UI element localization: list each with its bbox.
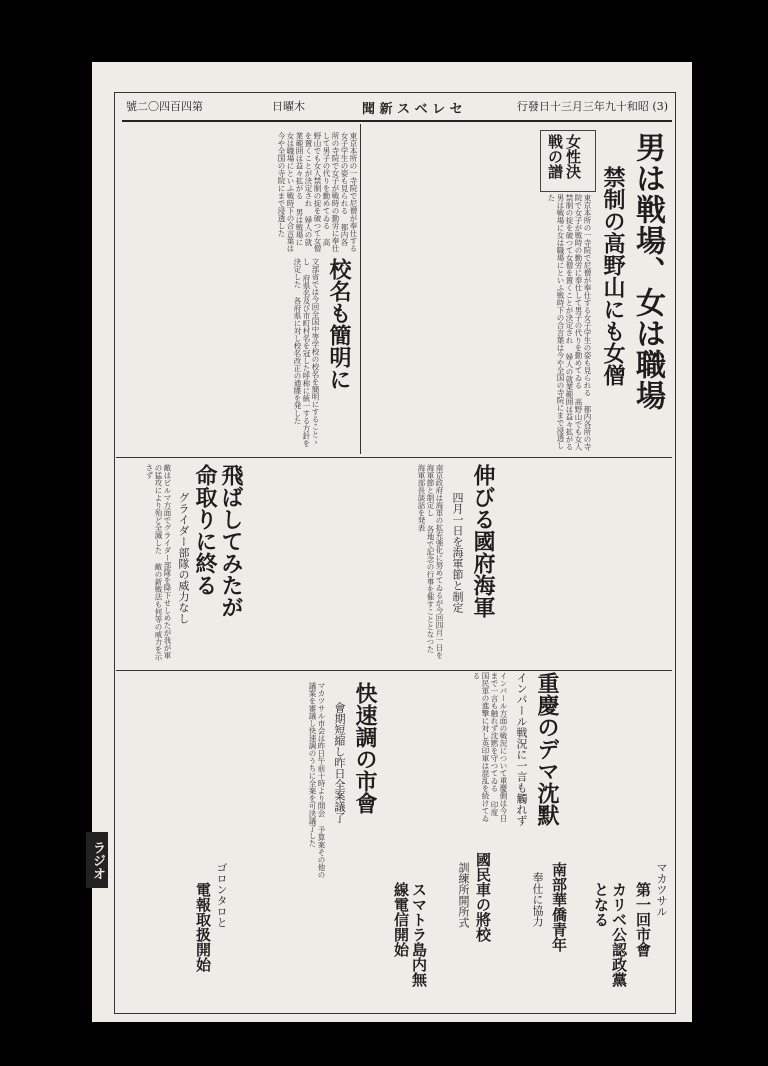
article-headline-gorontalo: 電報取扱開始 [194, 882, 212, 972]
article-headline-kakyou: 南部華僑青年 [550, 862, 568, 952]
article-headline-juukei: 重慶のデマ沈默 [534, 672, 560, 826]
article-body-koumei: 文部省では今回全国中等学校の校名を簡明にすることゝし 府県名及び市町村名を冠した呼称に統一する方針を決定した 各府県に対し校名改正の通牒を発した [293, 258, 320, 447]
issue-number: 號二〇四百四第 [126, 100, 203, 113]
article-sub-daiichi: マカツサル [655, 862, 668, 917]
divider [116, 457, 672, 458]
article-sub-gorontalo: ゴロンタロと [215, 862, 228, 928]
divider [360, 124, 361, 454]
article-body-shikai: マカツサル市会は昨日午前十時より開会 予算案その他の議案を審議し快速調のうちに全案を可決議了した [308, 682, 326, 879]
article-sub-shikai: 會期短縮し昨日全案議了 [333, 702, 346, 823]
article-sub-kaigun: 四月一日を海軍節と制定 [451, 492, 464, 613]
newspaper-page [92, 62, 692, 1022]
divider [116, 670, 672, 671]
radio-box: ラジオ [86, 832, 108, 888]
article-headline-shoukou: 國民車の將校 [474, 852, 492, 942]
article-headline-karibe: カリベ公認政黨となる [592, 882, 628, 987]
article-sub-glider: グライダー部隊の威力なし [177, 492, 190, 624]
lead-kicker: 女性決戦の譜 [546, 134, 582, 179]
article-headline-shikai: 快速調の市會 [352, 682, 378, 814]
article-body-juukei: インパール方面の戦況について重慶側は今日まで一言も触れず沈黙を守つてゐる 印度国民軍の進撃に対し英印軍は混乱を続けてゐる [472, 672, 508, 822]
lead-headline: 男は戦場、女は職場 [630, 132, 665, 411]
article-sub-juukei: インパール戦況に一言も觸れず [515, 672, 528, 826]
article-body-glider: 敵はビルマ方面でグライダー部隊を降下せしめたが我が軍の猛攻により殆ど全滅した 敵の新戦法も何等の威力を示さず [145, 464, 172, 661]
article-sub-kakyou: 奉仕に協力 [531, 872, 544, 927]
lead-body-cont: 東京本所の一寺院で尼僧が奉仕する女子学生の姿も見られる 都内各所の寺院で女子が戦時の勤労に奉仕して男子の代りを勤めてゐる 高野山でも女人禁制の掟を破つて女僧を置くことが決定され 婦人の就業範囲は益々拡がる 男は戦場に女は職場にといふ戦時下の合言葉は今や全国の寺院にまで浸透した [277, 132, 358, 252]
article-sub-shoukou: 訓練所開所式 [457, 862, 470, 928]
article-headline-glider: 飛ばしてみたが命取りに終る [192, 464, 244, 618]
article-body-kaigun: 南京政府は海軍の拡充強化に努めてゐるが今回四月一日を海軍節と制定し 各地で記念の行事を催すこととなつた 海軍部長談話を発表 [417, 464, 444, 659]
paper-name: 聞 新 ス ベ レ セ [362, 102, 463, 117]
article-headline-sumatra: スマトラ島内無線電信開始 [392, 882, 428, 987]
lead-subheadline: 禁制の高野山にも女僧 [600, 166, 626, 386]
article-headline-koumei: 校名も簡明に [326, 258, 352, 390]
article-headline-kaigun: 伸びる國府海軍 [470, 464, 496, 618]
article-headline-daiichi: 第一回市會 [634, 882, 652, 957]
masthead [122, 96, 672, 122]
issue-date: 行發日十三月三年九十和昭 (3) [516, 100, 668, 113]
weekday: 日曜木 [272, 100, 305, 113]
lead-body: 東京本所の一寺院で尼僧が奉仕する女子学生の姿も見られる 都内各所の寺院で女子が戦時の勤労に奉仕して男子の代りを勤めてゐる 高野山でも女人禁制の掟を破つて女僧を置くことが決定され 婦人の就業範囲は益々拡がる 男は戦場に女は職場にといふ戦時下の合言葉は今や全国の寺院にまで浸透した [547, 194, 592, 451]
